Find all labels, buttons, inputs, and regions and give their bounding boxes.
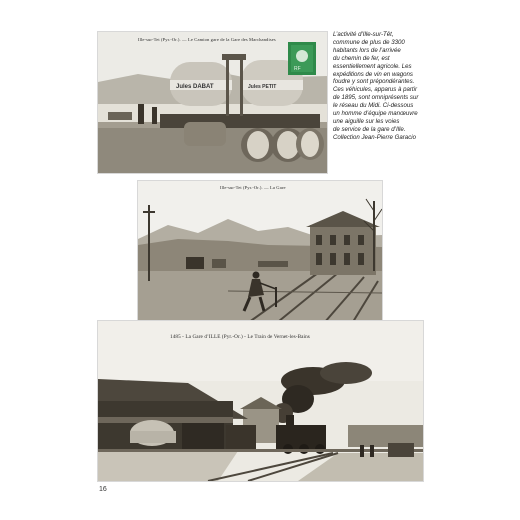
postcard-station bbox=[137, 180, 383, 331]
postcard-caption: 1485 - La Gare d’ILLE (Pyr.-Or.) - Le Train de Vernet-les-Bains bbox=[170, 334, 310, 340]
photo-wine-wagons-image bbox=[98, 32, 327, 173]
postcard-wine-wagons bbox=[97, 31, 328, 174]
postcard-caption: Ille-sur-Tet (Pyr.-Or.). — La Gare bbox=[220, 185, 286, 190]
tank-right-label: Jules PETIT bbox=[248, 84, 277, 90]
postcard-train bbox=[97, 320, 424, 482]
stamp-icon: RF bbox=[294, 66, 301, 72]
caption-text: L’activité d’Ille-sur-Têt, commune de plus de 3300 habitants lors de l’arrivée du chemin de fer, est essentiellement agricole. Les expéditions de vin en wagons foudre y sont prépondérantes. Ces véhicules, apparus à partir de 1895, sont omniprésents sur le réseau du Midi. Ci-dessous un homme d’équipe manœuvre une aiguille sur les voies de service de la gare d’Ille. Collection Jean-Pierre Garacio bbox=[333, 31, 419, 141]
tank-left-label: Jules DABAT bbox=[176, 84, 214, 90]
photo-train-image bbox=[98, 321, 423, 481]
page-number: 16 bbox=[99, 486, 107, 493]
postcard-caption: Ille-sur-Tet (Pyr.-Or.). — Le Camion gare de la Gare des Marchandises bbox=[138, 37, 276, 42]
photo-station-image bbox=[138, 181, 382, 330]
